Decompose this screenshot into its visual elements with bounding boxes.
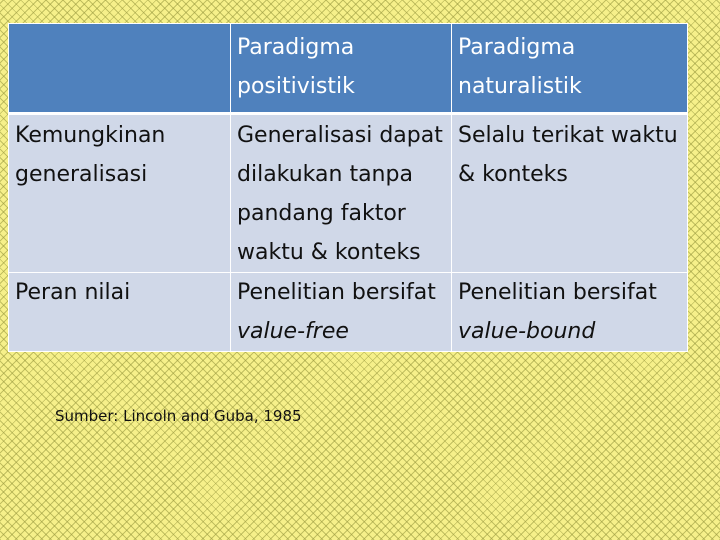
- cell-peran-nilai-positivistik: [231, 273, 452, 352]
- cell-generalisasi-positivistik: Generalisasi dapat dilakukan tanpa pandang faktor waktu & konteks: [231, 114, 452, 273]
- row-label-peran-nilai: Peran nilai: [9, 273, 231, 352]
- table-header-row: [9, 24, 688, 114]
- source-citation: Sumber: Lincoln and Guba, 1985: [55, 407, 302, 425]
- header-cell-empty: [9, 24, 231, 114]
- value-free-term: value-free: [237, 319, 349, 344]
- cell-text: Penelitian bersifat: [237, 280, 436, 305]
- table-row: [9, 114, 688, 273]
- cell-generalisasi-naturalistik: Selalu terikat waktu & konteks: [452, 114, 688, 273]
- header-cell-naturalistik: Paradigma naturalistik: [452, 24, 688, 114]
- cell-peran-nilai-naturalistik: [452, 273, 688, 352]
- comparison-table: [8, 23, 688, 352]
- cell-text: Penelitian bersifat: [458, 280, 657, 305]
- value-bound-term: value-bound: [458, 319, 596, 344]
- row-label-generalisasi: Kemungkinan generalisasi: [9, 114, 231, 273]
- table-row: [9, 273, 688, 352]
- header-cell-positivistik: Paradigma positivistik: [231, 24, 452, 114]
